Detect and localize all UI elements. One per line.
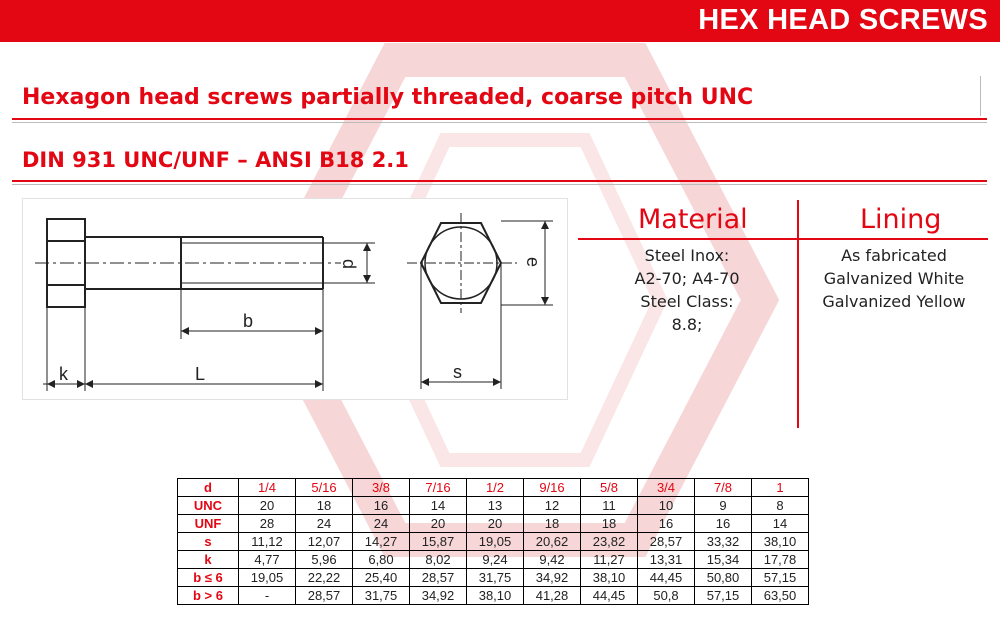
subtitle-standard: DIN 931 UNC/UNF – ANSI B18 2.1 xyxy=(22,148,409,172)
row-label: UNC xyxy=(178,497,239,515)
lining-line: Galvanized Yellow xyxy=(822,292,966,311)
divider xyxy=(578,238,988,240)
table-cell: 38,10 xyxy=(752,533,809,551)
table-header-row xyxy=(178,479,809,497)
table-cell: 31,75 xyxy=(353,587,410,605)
table-header-size: 1 xyxy=(752,479,809,497)
table-cell: 38,10 xyxy=(467,587,524,605)
table-header-size: 9/16 xyxy=(524,479,581,497)
table-cell: 50,8 xyxy=(638,587,695,605)
page-title: HEX HEAD SCREWS xyxy=(698,4,988,36)
row-label: b ≤ 6 xyxy=(178,569,239,587)
dim-label-d: d xyxy=(339,259,359,270)
dim-label-l: L xyxy=(195,364,206,384)
table-cell: 13 xyxy=(467,497,524,515)
table-cell: - xyxy=(239,587,296,605)
table-cell: 41,28 xyxy=(524,587,581,605)
dim-label-s: s xyxy=(453,362,462,382)
table-cell: 12 xyxy=(524,497,581,515)
table-cell: 44,45 xyxy=(638,569,695,587)
table-row xyxy=(178,533,809,551)
table-cell: 9,24 xyxy=(467,551,524,569)
spec-table xyxy=(177,478,809,605)
material-heading: Material xyxy=(638,204,748,235)
table-cell: 18 xyxy=(581,515,638,533)
table-header-size: 1/4 xyxy=(239,479,296,497)
hex-screw-drawing-icon xyxy=(23,199,567,399)
table-cell: 11 xyxy=(581,497,638,515)
table-cell: 20 xyxy=(410,515,467,533)
row-label: UNF xyxy=(178,515,239,533)
table-cell: 34,92 xyxy=(524,569,581,587)
table-cell: 14 xyxy=(410,497,467,515)
divider xyxy=(12,180,987,182)
table-cell: 10 xyxy=(638,497,695,515)
table-cell: 14,27 xyxy=(353,533,410,551)
lining-line: As fabricated xyxy=(841,246,947,265)
table-header-size: 5/8 xyxy=(581,479,638,497)
table-cell: 19,05 xyxy=(467,533,524,551)
table-cell: 16 xyxy=(353,497,410,515)
table-cell: 25,40 xyxy=(353,569,410,587)
table-cell: 9,42 xyxy=(524,551,581,569)
divider xyxy=(12,184,987,185)
table-cell: 17,78 xyxy=(752,551,809,569)
table-cell: 8 xyxy=(752,497,809,515)
subtitle-description: Hexagon head screws partially threaded, coarse pitch UNC xyxy=(22,85,754,110)
material-line: Steel Inox: xyxy=(644,246,730,265)
table-cell: 28 xyxy=(239,515,296,533)
row-label: s xyxy=(178,533,239,551)
table-cell: 33,32 xyxy=(695,533,752,551)
table-cell: 5,96 xyxy=(296,551,353,569)
table-cell: 12,07 xyxy=(296,533,353,551)
table-row xyxy=(178,587,809,605)
table-header-size: 3/4 xyxy=(638,479,695,497)
table-cell: 18 xyxy=(296,497,353,515)
row-label: b > 6 xyxy=(178,587,239,605)
divider xyxy=(12,118,987,120)
table-cell: 34,92 xyxy=(410,587,467,605)
table-cell: 20 xyxy=(467,515,524,533)
table-cell: 8,02 xyxy=(410,551,467,569)
divider xyxy=(980,76,981,116)
table-cell: 63,50 xyxy=(752,587,809,605)
table-row xyxy=(178,515,809,533)
table-row xyxy=(178,551,809,569)
table-header-size: 7/8 xyxy=(695,479,752,497)
table-cell: 28,57 xyxy=(410,569,467,587)
table-cell: 38,10 xyxy=(581,569,638,587)
material-line: Steel Class: xyxy=(640,292,734,311)
table-cell: 19,05 xyxy=(239,569,296,587)
divider xyxy=(797,200,799,428)
table-row xyxy=(178,569,809,587)
material-line: 8.8; xyxy=(671,315,703,334)
table-cell: 18 xyxy=(524,515,581,533)
table-cell: 57,15 xyxy=(752,569,809,587)
table-cell: 57,15 xyxy=(695,587,752,605)
table-cell: 14 xyxy=(752,515,809,533)
table-cell: 24 xyxy=(296,515,353,533)
table-cell: 50,80 xyxy=(695,569,752,587)
dim-label-b: b xyxy=(243,311,254,331)
table-cell: 28,57 xyxy=(296,587,353,605)
material-lining-panel xyxy=(578,200,990,430)
table-cell: 9 xyxy=(695,497,752,515)
table-row xyxy=(178,497,809,515)
divider xyxy=(12,122,987,123)
table-header-size: 7/16 xyxy=(410,479,467,497)
dim-label-e: e xyxy=(523,257,543,268)
material-list xyxy=(578,244,796,336)
lining-heading: Lining xyxy=(860,204,942,235)
table-cell: 11,27 xyxy=(581,551,638,569)
row-label: k xyxy=(178,551,239,569)
lining-list xyxy=(800,244,988,313)
table-cell: 20 xyxy=(239,497,296,515)
table-cell: 31,75 xyxy=(467,569,524,587)
table-header-size: 1/2 xyxy=(467,479,524,497)
table-cell: 28,57 xyxy=(638,533,695,551)
technical-drawing xyxy=(22,198,568,400)
table-cell: 44,45 xyxy=(581,587,638,605)
table-cell: 15,34 xyxy=(695,551,752,569)
table-header-size: 3/8 xyxy=(353,479,410,497)
table-cell: 11,12 xyxy=(239,533,296,551)
table-cell: 24 xyxy=(353,515,410,533)
table-cell: 20,62 xyxy=(524,533,581,551)
lining-line: Galvanized White xyxy=(823,269,965,288)
table-cell: 23,82 xyxy=(581,533,638,551)
table-header-label: d xyxy=(178,479,239,497)
table-cell: 16 xyxy=(638,515,695,533)
table-cell: 22,22 xyxy=(296,569,353,587)
table-header-size: 5/16 xyxy=(296,479,353,497)
material-line: A2-70; A4-70 xyxy=(634,269,740,288)
dim-label-k: k xyxy=(59,364,68,384)
table-cell: 13,31 xyxy=(638,551,695,569)
table-cell: 15,87 xyxy=(410,533,467,551)
table-cell: 16 xyxy=(695,515,752,533)
table-cell: 6,80 xyxy=(353,551,410,569)
table-cell: 4,77 xyxy=(239,551,296,569)
